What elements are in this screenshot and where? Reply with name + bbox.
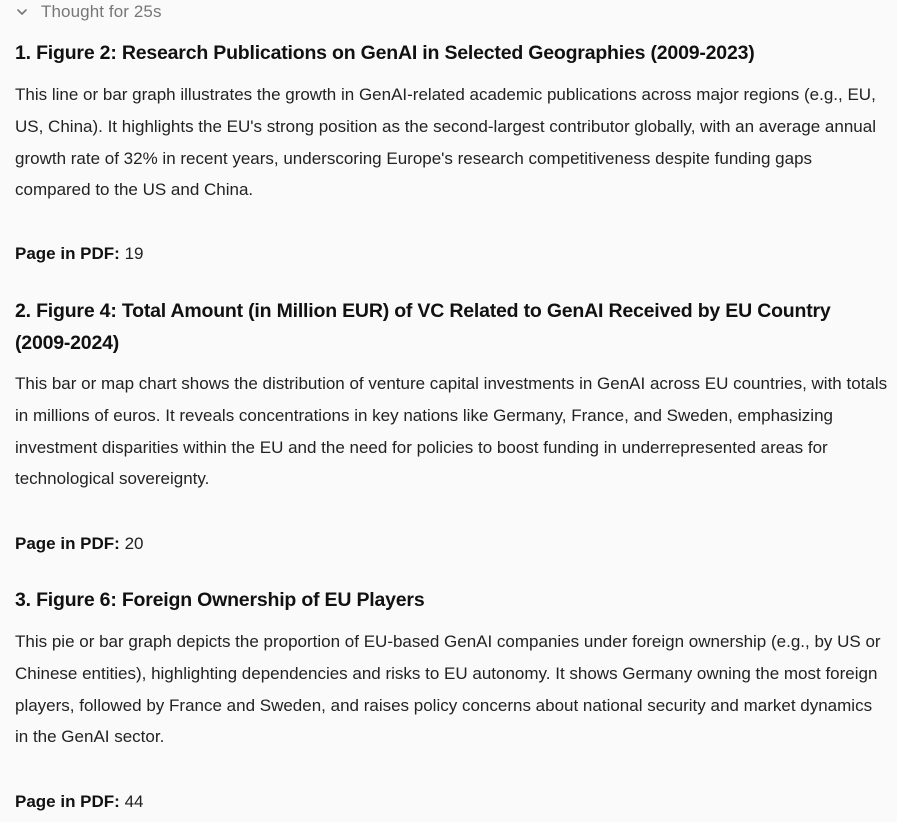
figure-description: This pie or bar graph depicts the proportion of EU-based GenAI companies under foreign ownership (e.g., by US or Chinese entities), highlighting dependencies and risks to EU autonomy. It shows Germany owning the most foreign players, followed by France and Sweden, and raises policy concerns about national security and market dynamics in the GenAI sector. (15, 632, 881, 747)
chevron-down-icon (15, 5, 29, 19)
page-label: Page in PDF: (15, 534, 120, 553)
thought-toggle[interactable] (15, 0, 162, 24)
figure-description-block (15, 79, 890, 206)
figure-title: 1. Figure 2: Research Publications on GenAI in Selected Geographies (2009-2023) (15, 42, 755, 64)
page-reference (15, 532, 144, 556)
page-number: 20 (124, 534, 144, 553)
page-reference (15, 242, 144, 266)
page-number: 44 (124, 792, 144, 811)
figure-item (15, 295, 890, 359)
page-number: 19 (124, 244, 144, 263)
figure-description: This line or bar graph illustrates the growth in GenAI-related academic publications across major regions (e.g., EU, US, China). It highlights the EU's strong position as the second-largest contributor globally, with an average annual growth rate of 32% in recent years, underscoring Europe's research competitiveness despite funding gaps compared to the US and China. (15, 85, 876, 200)
page-reference (15, 790, 144, 814)
figure-title: 2. Figure 4: Total Amount (in Million EUR) of VC Related to GenAI Received by EU Country (2009-2024) (15, 300, 831, 354)
figure-title: 3. Figure 6: Foreign Ownership of EU Players (15, 589, 425, 611)
figure-item (15, 37, 890, 69)
figure-description-block (15, 626, 890, 753)
thought-label: Thought for 25s (41, 2, 162, 21)
page-label: Page in PDF: (15, 792, 120, 811)
figure-item (15, 584, 890, 616)
page-label: Page in PDF: (15, 244, 120, 263)
figure-description-block (15, 368, 890, 495)
figure-description: This bar or map chart shows the distribution of venture capital investments in GenAI across EU countries, with totals in millions of euros. It reveals concentrations in key nations like Germany, France, and Sweden, emphasizing investment disparities within the EU and the need for policies to boost funding in underrepresented areas for technological sovereignty. (15, 374, 888, 489)
